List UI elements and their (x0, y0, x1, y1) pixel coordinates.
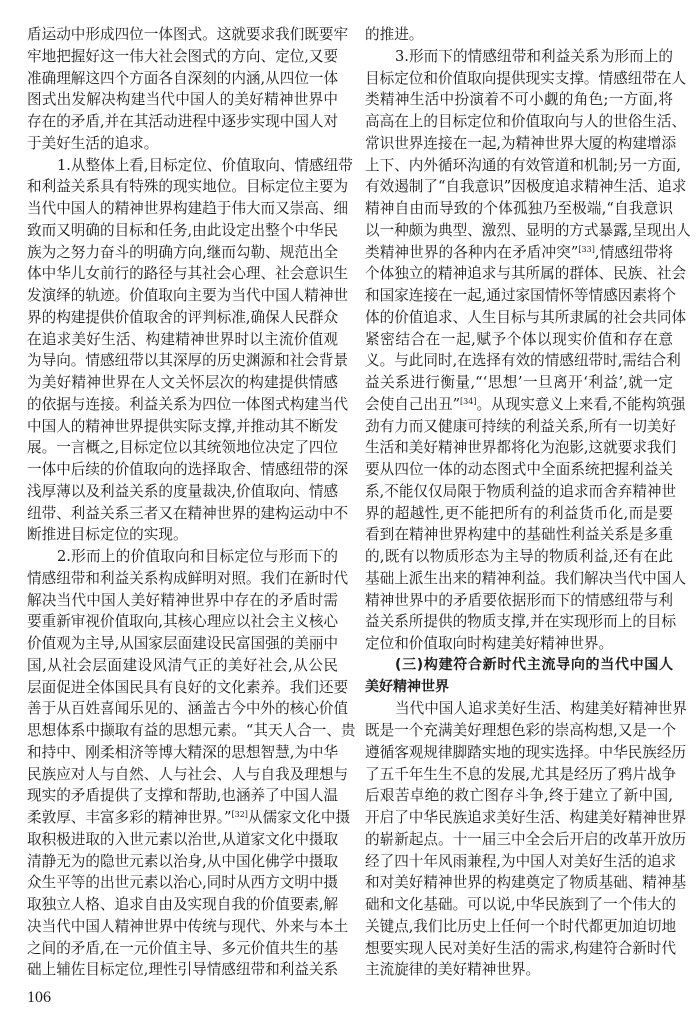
section-heading (365, 655, 673, 699)
text-line: 为美好精神世界在人文关怀层次的构建提供情感 (27, 374, 338, 391)
text-line: 的依据与连接。利益关系为四位一体图式构建当代 (27, 395, 349, 413)
paragraph (365, 24, 673, 46)
text-line: 思想体系中撷取有益的思想元素。“其天人合一、贵 (27, 722, 356, 739)
text-line: 纽带、利益关系三者又在精神世界的建构运动中不 (27, 504, 349, 522)
text-line: 一体中后续的价值取向的选择取舍、情感纽带的深 (27, 461, 349, 478)
text-line (365, 242, 673, 264)
text-line: 情感纽带和利益关系构成鲜明对照。我们在新时代 (27, 569, 349, 587)
text-line: 既是一个充满美好理想色彩的崇高构想,又是一个 (365, 722, 677, 739)
text-line: 的,既有以物质形态为主导的物质利益,还有在此 (365, 548, 673, 565)
line-text: 。从现实意义上来看,不能构筑强 (476, 395, 686, 413)
text-line: 取独立人格、追求自由及实现自我的价值要素,解 (27, 896, 339, 913)
right-column (365, 24, 691, 981)
text-line: 础和文化基础。可以说,中华民族到了一个伟大的 (365, 896, 677, 913)
text-line: 存在的矛盾,并在其活动进程中逐步实现中国人对 (27, 113, 339, 130)
text-line: 紧密结合在一起,赋予个体以现实价值和存在意 (365, 330, 673, 348)
text-line: 和利益关系具有特殊的现实地位。目标定位主要为 (27, 178, 349, 196)
line-text: 会使自己出丑” (365, 395, 461, 413)
text-line: 之间的矛盾,在一元价值主导、多元价值共生的基 (27, 939, 339, 957)
line-text: 类精神世界的各种内在矛盾冲突” (365, 243, 579, 261)
text-line: 发演绎的轨迹。价值取向主要为当代中国人精神世 (27, 287, 349, 304)
text-line: 决当代中国人精神世界中传统与现代、外来与本土 (27, 917, 349, 935)
text-line: 善于从百姓喜闻乐见的、涵盖古今中外的核心价值 (27, 700, 349, 718)
text-line: 定位和价值取向时构建美好精神世界。 (365, 635, 614, 652)
text-line: 民族应对人与自然、人与社会、人与自我及理想与 (27, 765, 349, 783)
text-line: 想要实现人民对美好生活的需求,构建符合新时代 (365, 939, 677, 957)
text-line: 浅厚薄以及利益关系的度量裁决,价值取向、情感 (27, 482, 339, 500)
citation-ref: [32] (231, 810, 248, 819)
text-line: 和国家连接在一起,通过家国情怀等情感因素将个 (365, 287, 677, 304)
text-line: 了五千年生生不息的发展,尤其是经历了鸦片战争 (365, 765, 677, 783)
text-line: 图式出发解决构建当代中国人的美好精神世界中 (27, 91, 338, 109)
text-line: 遵循客观规律脚踏实地的现实选择。中华民族经历 (365, 743, 687, 761)
line-text: 从儒家文化中摄 (247, 809, 351, 826)
paragraph (365, 698, 687, 981)
text-line: 致而又明确的目标和任务,由此设定出整个中华民 (27, 221, 339, 239)
text-line: 众生平等的出世元素以治心,同时从西方文明中摄 (27, 874, 339, 892)
text-line: 看到在精神世界构建中的基础性利益关系是多重 (365, 526, 673, 544)
text-line: 当代中国人的精神世界构建趋于伟大而又崇高、细 (27, 200, 349, 217)
text-line: 和对美好精神世界的构建奠定了物质基础、精神基 (365, 874, 687, 892)
line-text: 柔敦厚、丰富多彩的精神世界。” (27, 809, 232, 826)
text-line: 体中华儿女前行的路径与其社会心理、社会意识生 (27, 265, 349, 283)
text-line: 和持中、刚柔相济等博大精深的思想智慧,为中华 (27, 743, 339, 761)
citation-ref: [34] (460, 396, 477, 406)
paragraph (27, 155, 353, 547)
text-line: 盾运动中形成四位一体图式。这就要求我们既要牢 (27, 26, 349, 43)
text-line: 1.从整体上看,目标定位、价值取向、情感纽带 (57, 156, 353, 174)
text-line: 系,不能仅仅局限于物质利益的追求而舍弃精神世 (365, 482, 677, 500)
text-line: 开启了中华民族追求美好生活、构建美好精神世界 (365, 809, 687, 826)
text-line: 的推进。 (365, 26, 424, 43)
text-line: 2.形而上的价值取向和目标定位与形而下的 (57, 548, 338, 565)
text-line: 层面促进全体国民具有良好的文化素养。我们还要 (27, 678, 349, 696)
text-line (365, 394, 686, 416)
line-text: ,情感纽带将 (594, 243, 673, 261)
citation-ref: [33] (578, 244, 595, 254)
text-line: 清静无为的隐世元素以治身,从中国化佛学中摄取 (27, 852, 339, 870)
text-line: 准确理解这四个方面各自深刻的内涵,从四位一体 (27, 69, 339, 87)
text-line: 族为之努力奋斗的明确方向,继而勾勒、规范出全 (27, 243, 339, 261)
text-line: 精神世界中的矛盾要依据形而下的情感纽带与利 (365, 591, 673, 609)
text-line: 于美好生活的追求。 (27, 134, 159, 152)
page-number: 106 (27, 989, 51, 1006)
text-line: 现实的矛盾提供了支撑和帮助,也涵养了中国人温 (27, 787, 339, 805)
text-line: 界的超越性,更不能把所有的利益货币化,而是要 (365, 504, 673, 522)
text-line: 为导向。情感纽带以其深厚的历史渊源和社会背景 (27, 352, 349, 370)
text-line: 经了四十年风雨兼程,为中国人对美好生活的追求 (365, 852, 677, 870)
text-line: 中国人的精神世界提供实际支撑,并推动其不断发 (27, 417, 339, 435)
text-line: 目标定位和价值取向提供现实支撑。情感纽带在人 (365, 69, 687, 87)
text-line: (三)构建符合新时代主流导向的当代中国人 (395, 656, 673, 673)
left-column (27, 24, 356, 981)
text-line: 以一种颇为典型、激烈、显明的方式暴露,呈现出人 (365, 221, 691, 239)
text-line: 展。一言概之,目标定位以其统领地位决定了四位 (27, 439, 339, 457)
text-line: 要从四位一体的动态图式中全面系统把握利益关 (365, 461, 673, 478)
text-line: 生活和美好精神世界都将化为泡影,这就要求我们 (365, 439, 677, 457)
text-line: 体的价值追求、人生目标与其所隶属的社会共同体 (365, 308, 687, 326)
text-line: 劲有力而又健康可持续的利益关系,所有一切美好 (365, 417, 677, 435)
text-line (27, 807, 351, 829)
text-line: 益关系所提供的物质支撑,并在实现形而上的目标 (365, 613, 677, 631)
text-line: 后艰苦卓绝的救亡图存斗争,终于建立了新中国, (365, 787, 673, 805)
text-line: 高高在上的目标定位和价值取向与人的世俗生活、 (365, 113, 687, 130)
text-line: 常识世界连接在一起,为精神世界大厦的构建增添 (365, 134, 677, 152)
paragraph (365, 46, 691, 655)
text-line: 主流旋律的美好精神世界。 (365, 961, 541, 979)
text-line: 3.形而下的情感纽带和利益关系为形而上的 (395, 47, 673, 65)
text-line: 类精神生活中扮演着不可小觑的角色;一方面,将 (365, 91, 673, 109)
text-line: 精神自由而导致的个体孤独乃至极端,“自我意识 (365, 200, 673, 217)
text-line: 上下、内外循环沟通的有效管道和机制;另一方面, (365, 156, 682, 174)
text-line: 个体独立的精神追求与其所属的群体、民族、社会 (365, 265, 687, 283)
text-line: 国,从社会层面建设风清气正的美好社会,从公民 (27, 656, 338, 674)
text-line: 的崭新起点。十一届三中全会后开启的改革开放历 (365, 830, 687, 848)
text-line: 取积极进取的入世元素以治世,从道家文化中摄取 (27, 830, 339, 848)
text-line: 益关系进行衡量,“‘思想’一旦离开‘利益’,就一定 (365, 374, 673, 391)
paragraph (27, 546, 356, 981)
text-line: 当代中国人追求美好生活、构建美好精神世界 (395, 700, 687, 718)
text-line: 价值观为主导,从国家层面建设民富国强的美丽中 (27, 635, 339, 652)
text-line: 础上辅佐目标定位,理性引导情感纽带和利益关系 (27, 961, 339, 979)
text-line: 界的构建提供价值取舍的评判标准,确保人民群众 (27, 308, 339, 326)
text-line: 有效遏制了“自我意识”因极度追求精神生活、追求 (365, 178, 687, 196)
text-line: 基础上派生出来的精神利益。我们解决当代中国人 (365, 569, 687, 587)
text-line: 美好精神世界 (365, 678, 449, 695)
text-line: 断推进目标定位的实现。 (27, 526, 188, 544)
text-line: 牢地把握好这一伟大社会图式的方向、定位,又要 (27, 47, 339, 65)
text-line: 关键点,我们比历史上任何一个时代都更加迫切地 (365, 917, 677, 935)
paragraph (27, 24, 349, 155)
text-line: 要重新审视价值取向,其核心理应以社会主义核心 (27, 613, 339, 631)
text-line: 解决当代中国人美好精神世界中存在的矛盾时需 (27, 591, 338, 609)
text-line: 义。与此同时,在选择有效的情感纽带时,需结合利 (365, 352, 681, 370)
text-line: 在追求美好生活、构建精神世界时以主流价值观 (27, 330, 338, 348)
